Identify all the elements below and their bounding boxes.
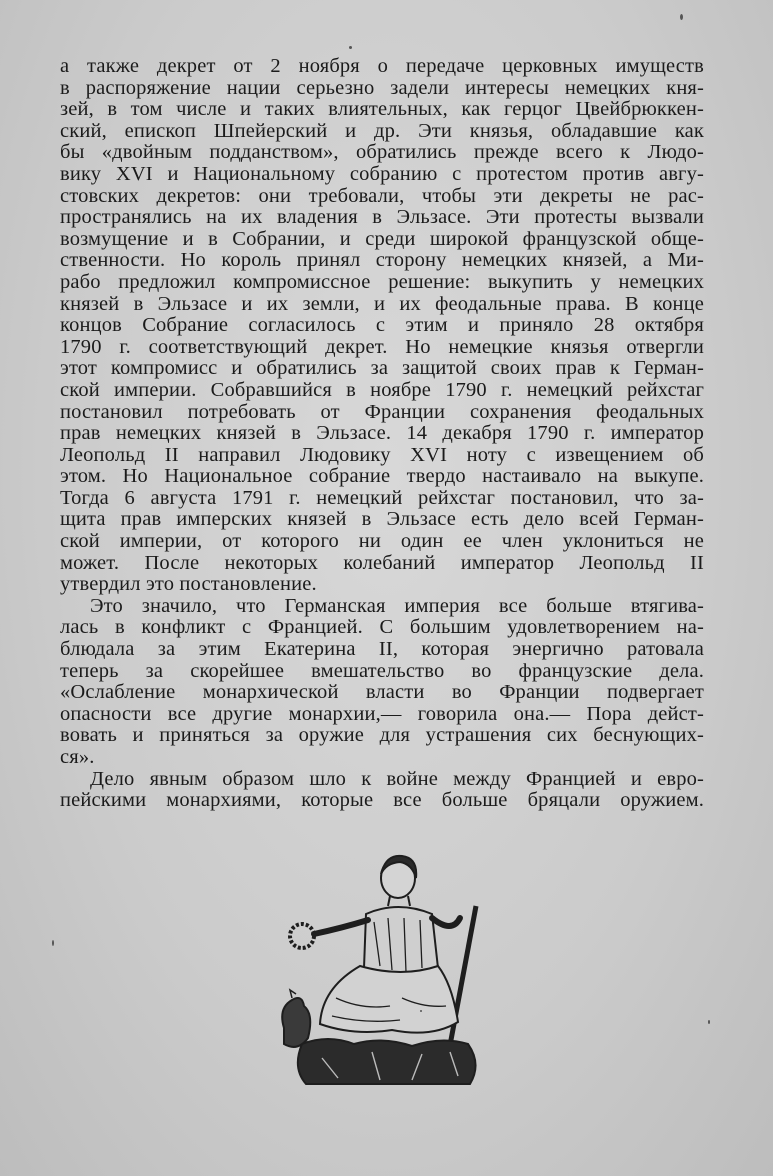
wreath-icon bbox=[290, 924, 314, 948]
body-text bbox=[60, 56, 704, 812]
text-line: может. После некоторых колебаний император Леопольд II bbox=[60, 551, 704, 574]
text-line: постановил потребовать от Франции сохранения феодальных bbox=[60, 400, 704, 423]
text-line: Тогда 6 августа 1791 г. немецкий рейхстаг постановил, что за- bbox=[60, 486, 704, 509]
text-line: зей, в том числе и таких влиятельных, как герцог Цвейбрюккен- bbox=[60, 98, 704, 121]
text-line: блюдала за этим Екатерина II, которая энергично ратовала bbox=[60, 638, 704, 661]
text-line: теперь за скорейшее вмешательство во французские дела. bbox=[60, 659, 704, 682]
text-line: ский, епископ Шпейерский и др. Эти князья, обладавшие как bbox=[60, 119, 704, 142]
text-line: Это значило, что Германская империя все больше втягива- bbox=[90, 594, 704, 617]
text-line: ской империи, от которого ни один ее член уклониться не bbox=[60, 530, 704, 553]
text-line: Дело явным образом шло к войне между Францией и евро- bbox=[90, 767, 704, 790]
print-speck bbox=[420, 1010, 422, 1012]
text-line: утвердил это постановление. bbox=[60, 573, 317, 596]
text-line: 1790 г. соответствующий декрет. Но немецкие князья отвергли bbox=[60, 335, 704, 358]
figure-arm-right bbox=[432, 918, 460, 926]
figure-arm-left bbox=[314, 920, 368, 934]
text-line: концов Собрание согласилось с этим и приняло 28 октября bbox=[60, 314, 704, 337]
text-line: вовать и приняться за оружие для устрашения сих беснующих- bbox=[60, 724, 704, 747]
seated-figure-vignette-icon bbox=[262, 848, 494, 1098]
text-line: «Ослабление монархической власти во Франции подвергает bbox=[60, 681, 704, 704]
text-line: ственности. Но король принял сторону немецких князей, а Ми- bbox=[60, 249, 704, 272]
text-line: этом. Но Национальное собрание твердо настаивало на выкупе. bbox=[60, 465, 704, 488]
text-line: этот компромисс и обратились за защитой своих прав к Герман- bbox=[60, 357, 704, 380]
text-line: пейскими монархиями, которые все больше бряцали оружием. bbox=[60, 789, 704, 812]
text-line: щита прав имперских князей в Эльзасе есть дело всей Герман- bbox=[60, 508, 704, 531]
text-line: Леопольд II направил Людовику XVI ноту с извещением об bbox=[60, 443, 704, 466]
text-line: пространялись на их владения в Эльзасе. Эти протесты вызвали bbox=[60, 206, 704, 229]
vignette-illustration bbox=[262, 848, 494, 1098]
text-line: в распоряжение нации серьезно задели интересы немецких кня- bbox=[60, 76, 704, 99]
print-speck bbox=[349, 46, 352, 49]
text-line: князей в Эльзасе и их земли, и их феодальные права. В конце bbox=[60, 292, 704, 315]
text-line: стовских декретов: они требовали, чтобы эти декреты не рас- bbox=[60, 184, 704, 207]
text-line: ской империи. Собравшийся в ноябре 1790 г. немецкий рейхстаг bbox=[60, 378, 704, 401]
paragraph-2 bbox=[60, 596, 704, 769]
text-line: возмущение и в Собрании, и среди широкой французской обще- bbox=[60, 227, 704, 250]
text-line: лась в конфликт с Францией. С большим удовлетворением на- bbox=[60, 616, 704, 639]
print-speck bbox=[680, 14, 683, 20]
text-line: рабо предложил компромиссное решение: выкупить у немецких bbox=[60, 270, 704, 293]
print-speck bbox=[52, 940, 54, 946]
text-line: бы «двойным подданством», обратились прежде всего к Людо- bbox=[60, 141, 704, 164]
paragraph-1 bbox=[60, 56, 704, 596]
text-line: вику XVI и Национальному собранию с протестом против авгу- bbox=[60, 162, 704, 185]
figure-torso bbox=[364, 907, 438, 974]
print-speck bbox=[708, 1020, 710, 1024]
text-line: прав немецких князей в Эльзасе. 14 декабря 1790 г. император bbox=[60, 422, 704, 445]
text-line: а также декрет от 2 ноября о передаче церковных имуществ bbox=[60, 55, 704, 77]
rooster-icon bbox=[282, 998, 310, 1047]
text-line: ся». bbox=[60, 746, 95, 768]
text-line: опасности все другие монархии,— говорила она.— Пора дейст- bbox=[60, 702, 704, 725]
paragraph-3 bbox=[60, 769, 704, 812]
